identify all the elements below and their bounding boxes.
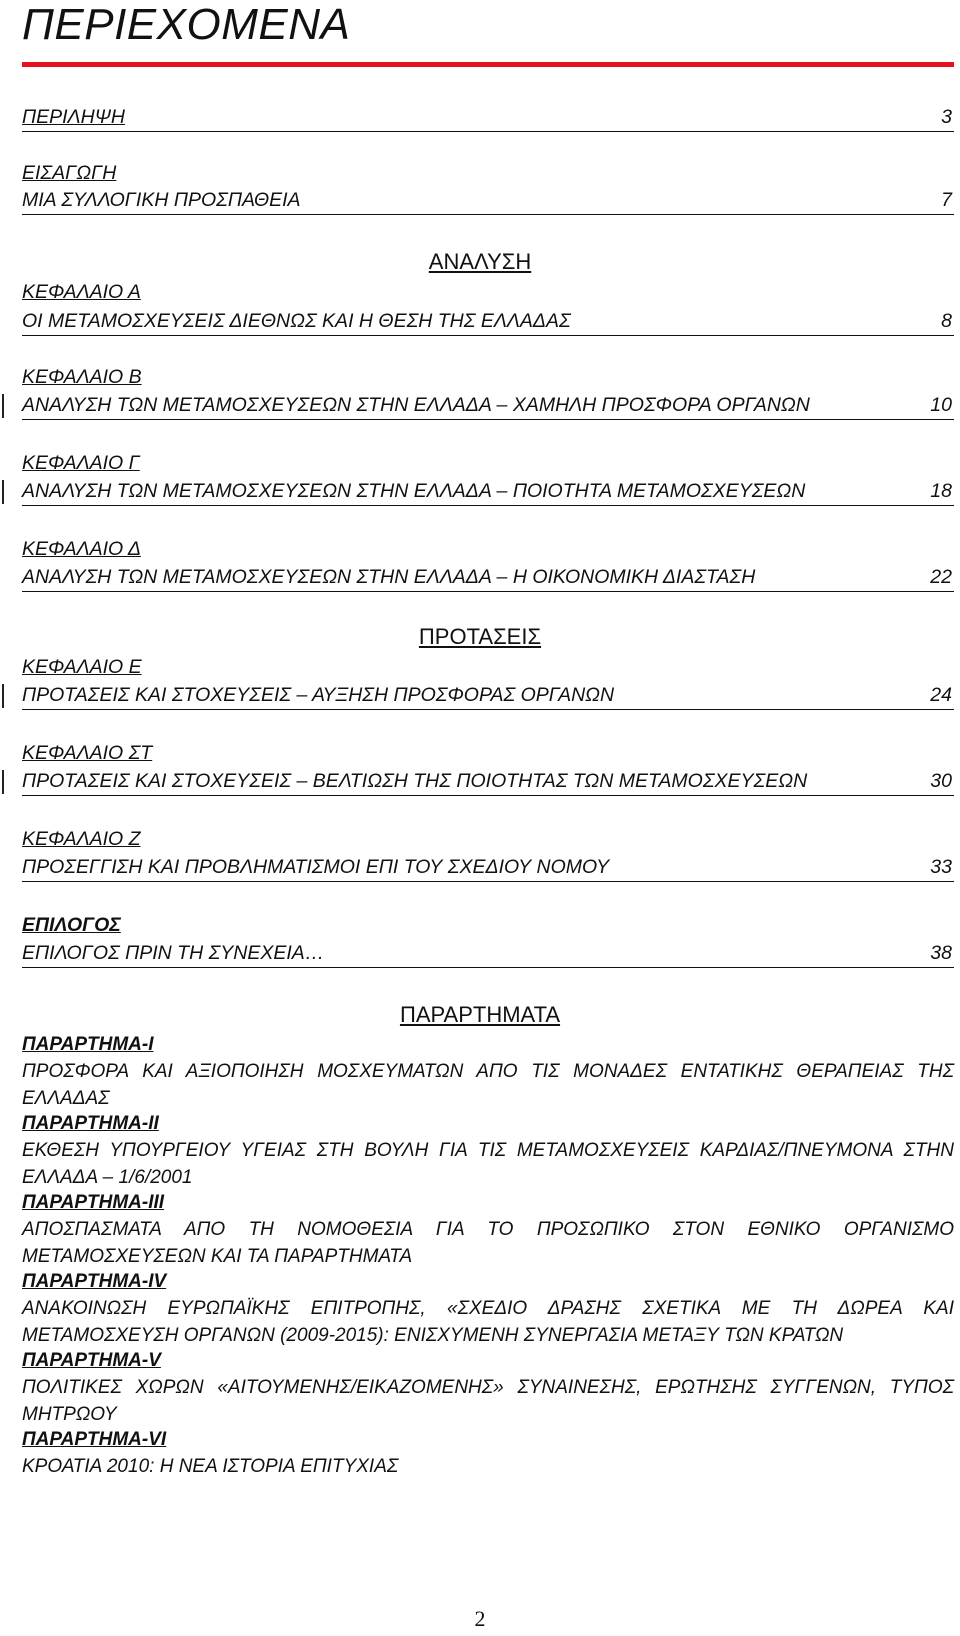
section-title-proposals: ΠΡΟΤΑΣΕΙΣ xyxy=(418,624,542,649)
toc-entry-title: ΟΙ ΜΕΤΑΜΟΣΧΕΥΣΕΙΣ ΔΙΕΘΝΩΣ ΚΑΙ Η ΘΕΣΗ ΤΗΣ ΕΛΛΑΔΑΣ xyxy=(22,310,571,332)
revision-marker xyxy=(2,770,4,794)
toc-heading-chapter-e: ΚΕΦΑΛΑΙΟ Ε xyxy=(22,656,142,678)
appendix-text-6: ΚΡΟΑΤΙΑ 2010: Η ΝΕΑ ΙΣΤΟΡΙΑ ΕΠΙΤΥΧΙΑΣ xyxy=(22,1456,399,1477)
toc-entry-title: ΑΝΑΛΥΣΗ ΤΩΝ ΜΕΤΑΜΟΣΧΕΥΣΕΩΝ ΣΤΗΝ ΕΛΛΑΔΑ – ΠΟΙΟΤΗΤΑ ΜΕΤΑΜΟΣΧΕΥΣΕΩΝ xyxy=(22,480,806,502)
toc-entry-chapter-z[interactable] xyxy=(22,856,954,882)
appendix-heading-5[interactable]: ΠΑΡΑΡΤΗΜΑ-V xyxy=(22,1350,161,1371)
section-title-appendices: ΠΑΡΑΡΤΗΜΑΤΑ xyxy=(399,1002,561,1027)
toc-heading-epilogue: ΕΠΙΛΟΓΟΣ xyxy=(22,914,121,936)
toc-heading-chapter-st: ΚΕΦΑΛΑΙΟ ΣΤ xyxy=(22,742,153,764)
page-title: ΠΕΡΙΕΧΟΜΕΝΑ xyxy=(22,0,351,49)
toc-entry-title: ΠΡΟΣΕΓΓΙΣΗ ΚΑΙ ΠΡΟΒΛΗΜΑΤΙΣΜΟΙ ΕΠΙ ΤΟΥ ΣΧΕΔΙΟΥ ΝΟΜΟΥ xyxy=(22,856,610,878)
appendix-text-4: ΑΝΑΚΟΙΝΩΣΗ ΕΥΡΩΠΑΪΚΗΣ ΕΠΙΤΡΟΠΗΣ, «ΣΧΕΔΙΟ ΔΡΑΣΗΣ ΣΧΕΤΙΚΑ ΜΕ ΤΗ ΔΩΡΕΑ ΚΑΙ ΜΕΤΑΜΟΣΧΕΥΣΗ ΟΡΓΑΝΩΝ (2009-2015): ΕΝΙΣΧΥΜΕΝΗ ΣΥΝΕΡΓΑΣΙΑ ΜΕΤΑΞΥ ΤΩΝ ΚΡΑΤΩΝ xyxy=(22,1298,954,1346)
toc-entry-title: ΠΡΟΤΑΣΕΙΣ ΚΑΙ ΣΤΟΧΕΥΣΕΙΣ – ΒΕΛΤΙΩΣΗ ΤΗΣ ΠΟΙΟΤΗΤΑΣ ΤΩΝ ΜΕΤΑΜΟΣΧΕΥΣΕΩΝ xyxy=(22,770,808,792)
revision-marker xyxy=(2,480,4,504)
toc-entry-page: 24 xyxy=(930,684,952,706)
toc-entry-chapter-b[interactable] xyxy=(22,394,954,420)
toc-entry-page: 10 xyxy=(930,394,952,416)
toc-entry-chapter-st[interactable] xyxy=(22,770,954,796)
toc-entry-page: 38 xyxy=(930,942,952,964)
toc-entry-chapter-e[interactable] xyxy=(22,684,954,710)
toc-heading-chapter-c: ΚΕΦΑΛΑΙΟ Γ xyxy=(22,452,140,474)
toc-entry-summary[interactable] xyxy=(22,106,954,132)
toc-entry-page: 8 xyxy=(941,310,952,332)
toc-entry-page: 30 xyxy=(930,770,952,792)
page-number: 2 xyxy=(474,1606,486,1631)
appendix-text-1: ΠΡΟΣΦΟΡΑ ΚΑΙ ΑΞΙΟΠΟΙΗΣΗ ΜΟΣΧΕΥΜΑΤΩΝ ΑΠΟ ΤΙΣ ΜΟΝΑΔΕΣ ΕΝΤΑΤΙΚΗΣ ΘΕΡΑΠΕΙΑΣ ΤΗΣ ΕΛΛΑΔΑΣ xyxy=(22,1061,954,1109)
toc-entry-title: ΕΠΙΛΟΓΟΣ ΠΡΙΝ ΤΗ ΣΥΝΕΧΕΙΑ… xyxy=(22,942,325,964)
appendix-heading-2[interactable]: ΠΑΡΑΡΤΗΜΑ-ΙΙ xyxy=(22,1113,159,1134)
toc-entry-title: ΑΝΑΛΥΣΗ ΤΩΝ ΜΕΤΑΜΟΣΧΕΥΣΕΩΝ ΣΤΗΝ ΕΛΛΑΔΑ – ΧΑΜΗΛΗ ΠΡΟΣΦΟΡΑ ΟΡΓΑΝΩΝ xyxy=(22,394,810,416)
appendix-heading-3[interactable]: ΠΑΡΑΡΤΗΜΑ-ΙΙΙ xyxy=(22,1192,165,1213)
toc-heading-chapter-a: ΚΕΦΑΛΑΙΟ Α xyxy=(22,281,141,303)
toc-entry-title: ΑΝΑΛΥΣΗ ΤΩΝ ΜΕΤΑΜΟΣΧΕΥΣΕΩΝ ΣΤΗΝ ΕΛΛΑΔΑ – Η ΟΙΚΟΝΟΜΙΚΗ ΔΙΑΣΤΑΣΗ xyxy=(22,566,756,588)
toc-entry-introduction[interactable] xyxy=(22,189,954,215)
toc-entry-chapter-d[interactable] xyxy=(22,566,954,592)
toc-entry-page: 22 xyxy=(930,566,952,588)
toc-entry-page: 18 xyxy=(930,480,952,502)
toc-entry-title: ΜΙΑ ΣΥΛΛΟΓΙΚΗ ΠΡΟΣΠΑΘΕΙΑ xyxy=(22,189,301,211)
revision-marker xyxy=(2,394,4,418)
toc-heading-introduction: ΕΙΣΑΓΩΓΗ xyxy=(22,162,117,184)
toc-heading-chapter-z: ΚΕΦΑΛΑΙΟ Ζ xyxy=(22,828,141,850)
appendix-text-3: ΑΠΟΣΠΑΣΜΑΤΑ ΑΠΟ ΤΗ ΝΟΜΟΘΕΣΙΑ ΓΙΑ ΤΟ ΠΡΟΣΩΠΙΚΟ ΣΤΟΝ ΕΘΝΙΚΟ ΟΡΓΑΝΙΣΜΟ ΜΕΤΑΜΟΣΧΕΥΣΕΩΝ ΚΑΙ ΤΑ ΠΑΡΑΡΤΗΜΑΤΑ xyxy=(22,1219,954,1267)
revision-marker xyxy=(2,684,4,708)
toc-entry-chapter-a[interactable] xyxy=(22,310,954,336)
toc-heading-chapter-b: ΚΕΦΑΛΑΙΟ Β xyxy=(22,366,142,388)
toc-entry-chapter-c[interactable] xyxy=(22,480,954,506)
toc-entry-page: 33 xyxy=(930,856,952,878)
toc-heading-chapter-d: ΚΕΦΑΛΑΙΟ Δ xyxy=(22,538,141,560)
toc-entry-epilogue[interactable] xyxy=(22,942,954,968)
appendix-heading-4[interactable]: ΠΑΡΑΡΤΗΜΑ-ΙV xyxy=(22,1271,167,1292)
toc-entry-title: ΠΡΟΤΑΣΕΙΣ ΚΑΙ ΣΤΟΧΕΥΣΕΙΣ – ΑΥΞΗΣΗ ΠΡΟΣΦΟΡΑΣ ΟΡΓΑΝΩΝ xyxy=(22,684,615,706)
appendix-heading-1[interactable]: ΠΑΡΑΡΤΗΜΑ-Ι xyxy=(22,1034,154,1055)
appendix-heading-6[interactable]: ΠΑΡΑΡΤΗΜΑ-VI xyxy=(22,1429,167,1450)
section-title-analysis: ΑΝΑΛΥΣΗ xyxy=(428,249,532,274)
toc-entry-page: 7 xyxy=(941,189,952,211)
appendix-text-5: ΠΟΛΙΤΙΚΕΣ ΧΩΡΩΝ «ΑΙΤΟΥΜΕΝΗΣ/ΕΙΚΑΖΟΜΕΝΗΣ» ΣΥΝΑΙΝΕΣΗΣ, ΕΡΩΤΗΣΗΣ ΣΥΓΓΕΝΩΝ, ΤΥΠΟΣ ΜΗΤΡΩΟΥ xyxy=(22,1377,954,1425)
appendix-text-2: ΕΚΘΕΣΗ ΥΠΟΥΡΓΕΙΟΥ ΥΓΕΙΑΣ ΣΤΗ ΒΟΥΛΗ ΓΙΑ ΤΙΣ ΜΕΤΑΜΟΣΧΕΥΣΕΙΣ ΚΑΡΔΙΑΣ/ΠΝΕΥΜΟΝΑ ΣΤΗΝ ΕΛΛΑΔΑ – 1/6/2001 xyxy=(22,1140,954,1188)
toc-entry-page: 3 xyxy=(941,106,952,128)
toc-entry-title: ΠΕΡΙΛΗΨΗ xyxy=(22,106,125,128)
